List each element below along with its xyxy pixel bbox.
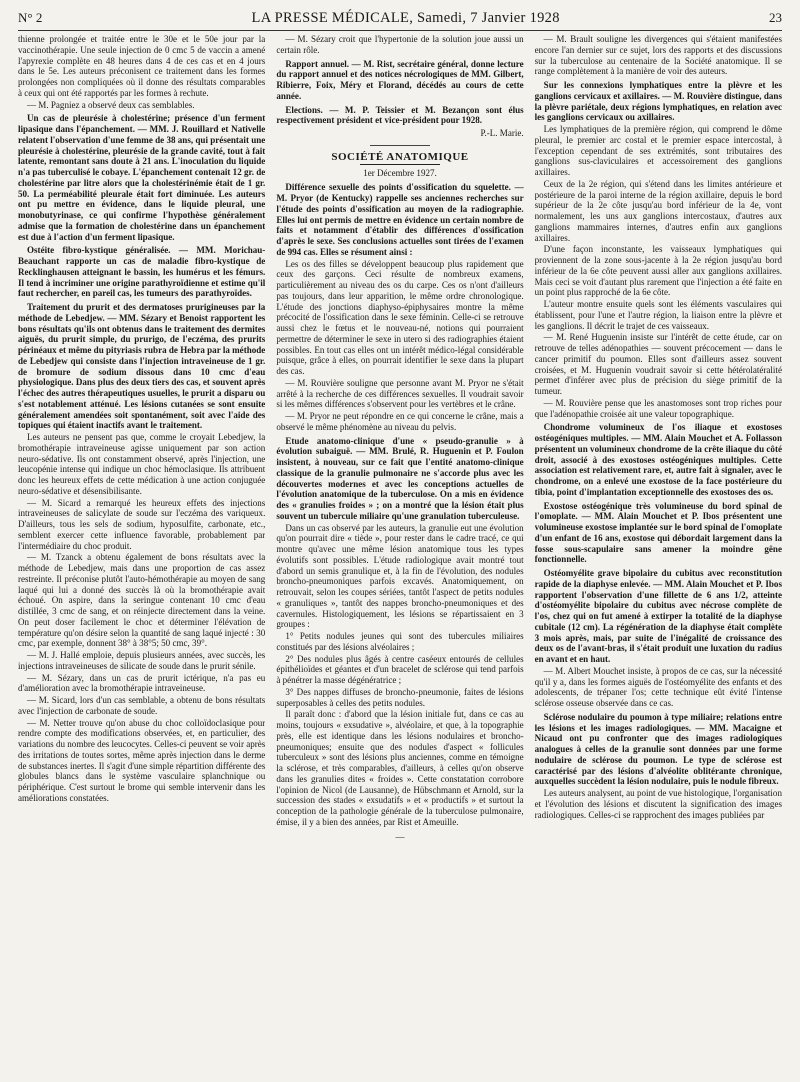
paragraph: thienne prolongée et traitée entre le 30e et le 50e jour par la vaccinothérapie. Une seule injection de 0 cmc 5 de vaccin a amené l'apyrexie complète en 48 heures dans 4 de ces cas et en 4 jours dans le 5e. Les auteurs préconisent ce traitement dans les formes prolongées non compliquées où il donne des résultats comparables à ceux qui ont été rapportés par les formes à rechute. — [18, 34, 266, 98]
paragraph: Rapport annuel. — M. Rist, secrétaire général, donne lecture du rapport annuel et des notices nécrologiques de MM. Gilbert, Ribierre, Foix, Méry et Florand, décédés au cours de cette année. — [276, 58, 524, 101]
paragraph: Il paraît donc : d'abord que la lésion initiale fut, dans ce cas au moins, toujours « exsudative », alvéolaire, et que, à la topographie près, elle est identique dans les lésions nodulaires et broncho-pneumoniques; ensuite que des nodules d'aspect « follicules tuberculeux » sont des lésions plus anciennes, comme en témoigne la sclérose, et très comparables, d'ailleurs, à celles qu'on observe dans les granulies dites « froides ». Cette constatation corrobore l'opinion de Nicol (de Lausanne), de Hübschmann et Arnold, sur la succession des stades « exsudatifs » et « productifs » et surtout la conception de la pathologie générale de la tuberculose pulmonaire, émise, il y a bien des années, par Rist et Ameuille. — [276, 709, 524, 827]
paragraph: Un cas de pleurésie à cholestérine; présence d'un ferment lipasique dans l'épanchement. — MM. J. Rouillard et Nativelle relatent l'observation d'une femme de 38 ans, qui présentait une pleurésie à cholestérine, pleurésie de la grande cavité, tout à fait latente, remontant sans doute à 21 ans. L'inoculation du liquide n'a pas tuberculisé le cobaye. L'épanchement contenait 12 gr. de cholestérine par litre alors que la cholestérinémie était de 1 gr. 50. La perméabilité pleurale était fort diminuée. Les auteurs ont pu mettre en évidence, dans le liquide pleural, une monobutyrinase, ce qui confirme l'hypothèse généralement admise que la formation de cholestérine dans un épanchement est due à l'action d'un ferment lipasique. — [18, 113, 266, 242]
paragraph: — M. Pagniez a observé deux cas semblables. — [27, 99, 195, 110]
paragraph: Les auteurs analysent, au point de vue histologique, l'organisation et l'évolution des lésions et discutent la signification des images radiologiques. Celles-ci se rapprochent des images publiées par — [534, 788, 782, 820]
paragraph: Sur les connexions lymphatiques entre la plèvre et les ganglions cervicaux et axillaires. — M. Rouvière distingue, dans la plèvre pariétale, deux régions lymphatiques, en relation avec les ganglions cervicaux ou axillaires. — [534, 80, 782, 123]
issue-number: N° 2 — [18, 10, 43, 25]
journal-title-date: LA PRESSE MÉDICALE, Samedi, 7 Janvier 1928 — [251, 9, 560, 26]
paragraph: — M. Sézary croit que l'hypertonie de la solution joue aussi un certain rôle. — [276, 34, 524, 55]
paragraph: — M. J. Hallé emploie, depuis plusieurs années, avec succès, les injections intraveineuses de silicate de soude dans le prurit sénile. — [18, 650, 266, 671]
paragraph: Sclérose nodulaire du poumon à type miliaire; relations entre les lésions et les images radiologiques. — MM. Macaigne et Nicaud ont pu confronter que des images radiologiques analogues à celles de la granulie sont données par une forme nodulaire de sclérose du poumon. Le type de sclérose est caractérisé par des lésions d'alvéolite oblitérante chronique, auxquelles succèdent la lésion nodulaire, puis le nodule fibreux. — [534, 711, 782, 787]
paragraph: — M. René Huguenin insiste sur l'intérêt de cette étude, car on retrouve de telles adénopathies — souvent précocement — dans le cancer primitif du poumon. Elles sont d'ailleurs assez souvent croisées, et M. Huguenin voudrait savoir si cette hétérolatéralité permet d'inférer avec plus de précision du siège primitif de la tumeur. — [534, 332, 782, 396]
separator-rule — [370, 145, 430, 146]
paragraph: Différence sexuelle des points d'ossification du squelette. — M. Pryor (de Kentucky) rappelle ses anciennes recherches sur l'étude des points d'ossification au moyen de la radiographie. Elles lui ont permis de mettre en évidence un certain nombre de faits et notamment d'établir des différences d'ossification d'après le sexe. Ses conclusions actuelles sont tirées de l'examen de 994 cas. Elles se résument ainsi : — [276, 182, 524, 257]
section-title: SOCIÉTÉ ANATOMIQUE — [331, 150, 469, 163]
paragraph: — M. Netter trouve qu'on abuse du choc colloïdoclasique pour rendre compte des modifications observées, et, en particulier, des variations du nombre des leucocytes. Celles-ci peuvent se voir après des irritations de toutes sortes, même après injection dans le derme de substances inertes. Il s'agit d'une simple répartition différente des globules blancs dans le système vasculaire splanchnique ou périphérique. C'est surtout le brome qui semble intervenir dans les améliorations constatées. — [18, 717, 266, 803]
paragraph: — M. Sézary, dans un cas de prurit ictérique, n'a pas eu d'amélioration avec la bromothérapie intraveineuse. — [18, 672, 266, 694]
column-3 — [535, 34, 782, 1068]
page-number: 23 — [768, 10, 782, 25]
signature: P.-L. Marie. — [480, 128, 524, 138]
paragraph: Traitement du prurit et des dermatoses prurigineuses par la méthode de Lebedjew. — MM. Sézary et Benoist rapportent les bons résultats qu'ils ont obtenus dans le traitement des dermites aiguës, du prurit simple, du prurigo, de l'eczéma, des prurits périnéaux et même du pityriasis rubra de Hebra par la méthode de Lebedjew qui consiste dans l'injection intraveineuse de 1 gr. de bromure de sodium dissous dans 10 cmc d'eau physiologique. Dans plus des deux tiers des cas, et souvent après l'échec des autres thérapeutiques usuelles, le prurit a disparu ou s'est notablement atténué. Les lésions cutanées se sont ensuite généralement amendées soit spontanément, soit avec l'aide des topiques qui étaient inactifs avant le traitement. — [18, 302, 266, 431]
header-rule — [18, 30, 782, 31]
paragraph: Etude anatomo-clinique d'une « pseudo-granulie » à évolution subaiguë. — MM. Brulé, R. Huguenin et P. Foulon insistent, à nouveau, sur ce fait que l'entité anatomo-clinique classique de la granulie pulmonaire ne s'accorde plus avec les découvertes modernes et avec les conceptions actuelles de l'évolution anatomique de la tuberculose. On a mis en évidence des « granulies froides » ; on a montré que la lésion était plus souvent un tubercule miliaire qu'une granulation tuberculeuse. — [276, 435, 524, 521]
paragraph: Ceux de la 2e région, qui s'étend dans les limites antérieure et postérieure de la paroi interne de la région axillaire, depuis le bord supérieur de la 2e côte jusqu'au bord inférieur de la 4e, vont normalement, les uns aux ganglions intercostaux, d'autres aux ganglions mammaires internes, d'autres enfin aux ganglions axillaires. — [534, 178, 782, 243]
section-title-rule — [360, 164, 440, 165]
paragraph: D'une façon inconstante, les vaisseaux lymphatiques qui proviennent de la zone sous-jacente à la 2e région jusqu'au bord inférieur de la 6e côte peuvent aussi aller aux ganglions axillaires. Mais ceci se voit d'autant plus rarement que l'injection a été faite en un point plus rapproché de la 6e côte. — [534, 244, 782, 298]
column-2 — [276, 34, 523, 1068]
paragraph: Les auteurs ne pensent pas que, comme le croyait Lebedjew, la bromothérapie intraveineuse agisse uniquement par son action neuro-sédative. Ils ont constamment observé, après l'injection, une leucopénie intense qui indique un choc hémoclasique. Ils attribuent donc les heureux effets de cette médication à une action conjuguée neuro-sédative et désensibilisante. — [18, 432, 266, 496]
paragraph: — M. Rouvière pense que les anastomoses sont trop riches pour que l'adénopathie croisée ait une valeur topographique. — [534, 397, 782, 419]
paragraph: — M. Tzanck a obtenu également de bons résultats avec la méthode de Lebedjew, mais dans une proportion de cas assez restreinte. Il préconise plutôt l'auto-hémothérapie au moyen de sang laqué qui lui a donné des succès là où la bromothérapie avait échoué. On aspire, dans la seringue contenant 10 cmc d'eau distillée, 3 cmc de sang, et on réinjecte directement dans la veine. On peut doser facilement le choc et déterminer l'élévation de température qu'on désire selon la quantité de sang laqué injecté : 30 cmc, par exemple, donnent 38° à 38°5; 50 cmc, 39°. — [18, 552, 266, 649]
paragraph: — M. Rouvière souligne que personne avant M. Pryor ne s'était arrêté à la recherche de ces différences sexuelles. Il voudrait savoir si les mêmes différences s'observent pour les vertèbres et le crâne. — [276, 377, 524, 410]
paragraph: Les lymphatiques de la première région, qui comprend le dôme pleural, le premier arc costal et le premier espace intercostal, à l'exception cependant de ses extrémités, sont tributaires des ganglions sus-claviculaires et accessoirement des ganglions axillaires. — [534, 124, 782, 177]
paragraph: — M. Pryor ne peut répondre en ce qui concerne le crâne, mais a observé le même phénomène au niveau du pelvis. — [276, 411, 524, 432]
paragraph: — M. Albert Mouchet insiste, à propos de ce cas, sur la nécessité qu'il y a, dans les formes aiguës de l'ostéomyélite des enfants et des adolescents, de trépaner l'os; cette technique eût évité l'intense sclérose osseuse observée dans ce cas. — [534, 665, 782, 708]
paragraph: — M. Sicard a remarqué les heureux effets des injections intraveineuses de salicylate de soude sur l'eczéma des variqueux. D'ailleurs, tous les sels de sodium, hyposulfite, carbonate, etc., semblent exercer cette influence favorable, probablement par l'intermédiaire du choc produit. — [18, 497, 266, 551]
paragraph: Dans un cas observé par les auteurs, la granulie eut une évolution qu'on pourrait dire « tiède », pour rester dans le cadre tracé, ce qui montre qu'avec une même lésion anatomique tous les types évolutifs sont possibles. L'étude radiologique avait montré tout d'abord un semis granulique et, à la fin de l'évolution, des nodules broncho-pneumoniques parfois excavés. Anatomiquement, on retrouvait, selon les coupes sériées, tantôt l'aspect de petits nodules « granuliques », tantôt des nappes broncho-pneumoniques et des cavernules. Histologiquement, les lésions se répartissaient en 3 groupes : — [276, 522, 524, 630]
end-mark: — — [395, 831, 405, 842]
paragraph: Les os des filles se développent beaucoup plus rapidement que ceux des garçons. Ceci résulte de nombreux examens, particulièrement au niveau des os du carpe. Ces os n'ont d'ailleurs pas toujours, dans leur apparition, le même ordre chronologique. L'étude des jonctions diaphyso-épiphysaires montre la même précocité de l'ossification dans le sexe féminin. Celle-ci se retrouve aussi chez le fœtus et le nouveau-né, notions qui pourraient permettre de déterminer le sexe in utero si des radiographies étaient possibles. En tout cas elles ont un intérêt médico-légal considérable puisque, grâce à elles, on pourrait identifier le sexe dans la plupart des cas. — [276, 258, 524, 376]
paragraph: Exostose ostéogénique très volumineuse du bord spinal de l'omoplate. — MM. Alain Mouchet et P. Ibos présentent une volumineuse exostose implantée sur le bord spinal de l'omoplate d'un enfant de 16 ans, exostose qui débordait largement dans la fosse sous-scapulaire sans amener la moindre gêne fonctionnelle. — [534, 500, 782, 565]
column-1 — [18, 34, 265, 1068]
text-columns — [18, 34, 782, 1068]
paragraph: — M. Brault souligne les divergences qui s'étaient manifestées encore l'an dernier sur ce sujet, lors des rapports et des discussions sur la tuberculose au centenaire de la Société anatomique. Il se range complètement à la manière de voir des auteurs. — [534, 34, 782, 77]
paragraph: 3° Des nappes diffuses de broncho-pneumonie, faites de lésions superposables à celles des petits nodules. — [276, 686, 524, 708]
paragraph: Ostéite fibro-kystique généralisée. — MM. Morichau-Beauchant rapporte un cas de maladie fibro-kystique de Recklinghausen atteignant le bassin, les humérus et les fémurs. Il tend à incriminer une origine parathyroïdienne et estime qu'il faut rechercher, en pareil cas, les tumeurs des parathyroïdes. — [18, 245, 266, 299]
paragraph: 2° Des nodules plus âgés à centre caséeux entourés de cellules épithélioïdes et géantes et d'un bracelet de sclérose qui tend parfois à pénétrer la masse dégénératrice ; — [276, 653, 524, 685]
column-2-top — [276, 34, 523, 126]
paragraph: — M. Sicard, lors d'un cas semblable, a obtenu de bons résultats avec l'injection de carbonate de soude. — [18, 695, 266, 716]
running-header — [18, 6, 782, 30]
column-2-bottom — [276, 182, 523, 827]
section-date: 1er Décembre 1927. — [363, 167, 437, 178]
paragraph: Chondrome volumineux de l'os iliaque et exostoses ostéogéniques multiples. — MM. Alain Mouchet et A. Follasson présentent un volumineux chondrome de la crête iliaque du côté droit, associé à des exostoses ostéogéniques multiples. Cette association est relativement rare, et, autre fait à signaler, avec le chondrome, on a enlevé une exostose de la face postérieure du tibia, point d'implantation exceptionnelle des exostoses des os. — [534, 422, 782, 497]
paragraph: L'auteur montre ensuite quels sont les éléments vasculaires qui établissent, pour l'une et l'autre région, la liaison entre la plèvre et les ganglions. Il décrit le trajet de ces vaisseaux. — [534, 299, 782, 331]
paragraph: Ostéomyélite grave bipolaire du cubitus avec reconstitution rapide de la diaphyse enlevée. — MM. Alain Mouchet et P. Ibos rapportent l'observation d'une fillette de 6 ans 1/2, atteinte d'ostéomyélite bipolaire du cubitus avec nécrose complète de l'os, chez qui on fut amené à extirper la totalité de la diaphyse cubitale (12 cm). La régénération de la diaphyse était complète 3 mois après, mais, par suite de l'inégalité de croissance des deux os de l'avant-bras, il s'était produit une luxation du radius en avant et en haut. — [534, 568, 782, 664]
paragraph: 1° Petits nodules jeunes qui sont des tubercules miliaires constitués par des lésions alvéolaires ; — [276, 631, 524, 652]
paragraph: Elections. — M. P. Teissier et M. Bezançon sont élus respectivement président et vice-président pour 1928. — [276, 104, 524, 126]
